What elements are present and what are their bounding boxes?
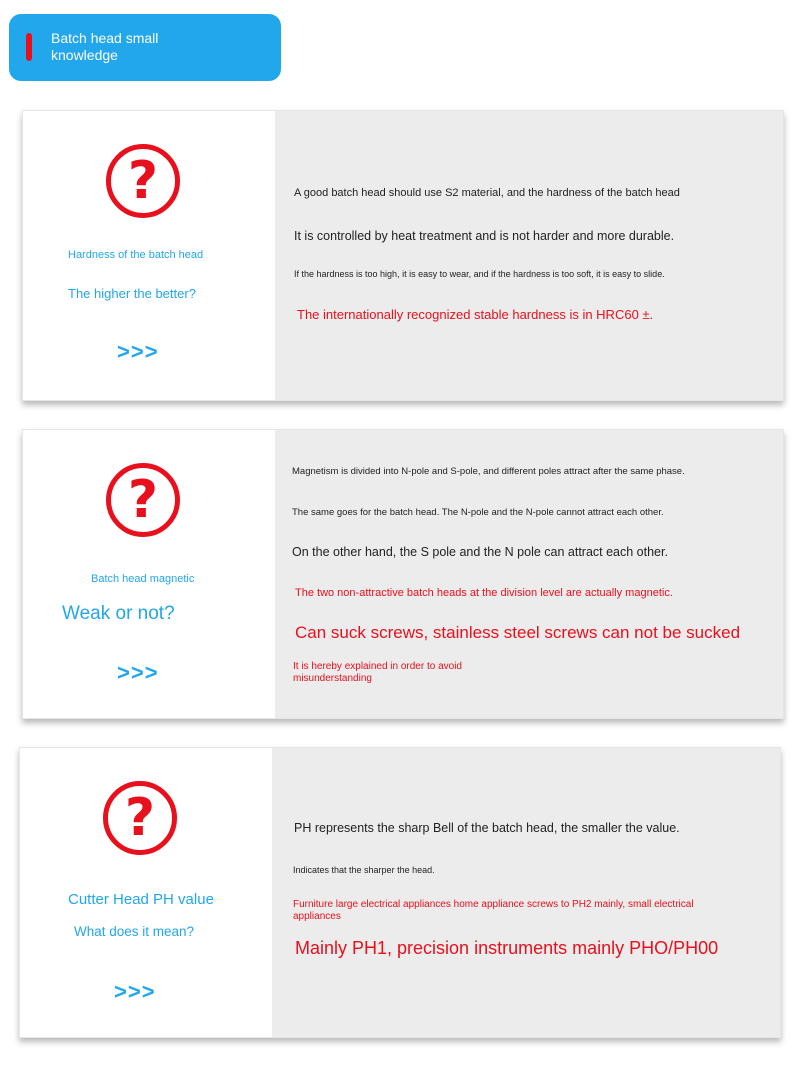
question-circle-icon: ? <box>103 781 177 855</box>
card-highlight-line: The internationally recognized stable hardness is in HRC60 ±. <box>297 307 654 322</box>
card-note: Furniture large electrical appliances home appliance screws to PH2 mainly, small electrical appliances <box>293 899 694 922</box>
card-label: Hardness of the batch head <box>68 249 204 261</box>
info-card-magnetic <box>22 429 784 719</box>
card-highlight-line: The two non-attractive batch heads at the division level are actually magnetic. <box>295 587 673 599</box>
card-text-line: PH represents the sharp Bell of the batch head, the smaller the value. <box>294 821 680 835</box>
card-highlight-line: Mainly PH1, precision instruments mainly PHO/PH00 <box>295 938 719 958</box>
card-text-panel <box>275 111 783 400</box>
card-highlight-line: Can suck screws, stainless steel screws can not be sucked <box>295 623 741 642</box>
card-question: What does it mean? <box>74 924 195 939</box>
header-accent-bar <box>26 33 32 61</box>
card-text-line: A good batch head should use S2 material, and the hardness of the batch head <box>294 187 680 199</box>
card-question: Weak or not? <box>62 603 175 624</box>
question-circle-icon: ? <box>106 463 180 537</box>
arrows-icon: >>> <box>117 339 159 364</box>
card-text-line: Indicates that the sharper the head. <box>293 865 435 875</box>
card-text-line: On the other hand, the S pole and the N pole can attract each other. <box>292 545 668 559</box>
arrows-icon: >>> <box>114 979 156 1004</box>
info-card-ph-value <box>19 747 781 1038</box>
card-text-panel <box>272 748 780 1037</box>
card-label: Cutter Head PH value <box>68 891 214 908</box>
card-note: It is hereby explained in order to avoid misunderstanding <box>293 661 462 684</box>
arrows-icon: >>> <box>117 660 159 685</box>
info-card-hardness <box>22 110 784 401</box>
question-circle-icon: ? <box>106 144 180 218</box>
section-header <box>9 14 281 81</box>
card-text-line: It is controlled by heat treatment and is not harder and more durable. <box>294 229 675 243</box>
card-label: Batch head magnetic <box>91 573 195 585</box>
card-text-line: The same goes for the batch head. The N-pole and the N-pole cannot attract each other. <box>292 507 664 518</box>
header-title: Batch head small knowledge <box>51 30 159 63</box>
card-text-line: Magnetism is divided into N-pole and S-pole, and different poles attract after the same phase. <box>292 466 685 477</box>
card-text-line: If the hardness is too high, it is easy to wear, and if the hardness is too soft, it is easy to slide. <box>294 269 665 279</box>
card-question: The higher the better? <box>68 286 196 301</box>
